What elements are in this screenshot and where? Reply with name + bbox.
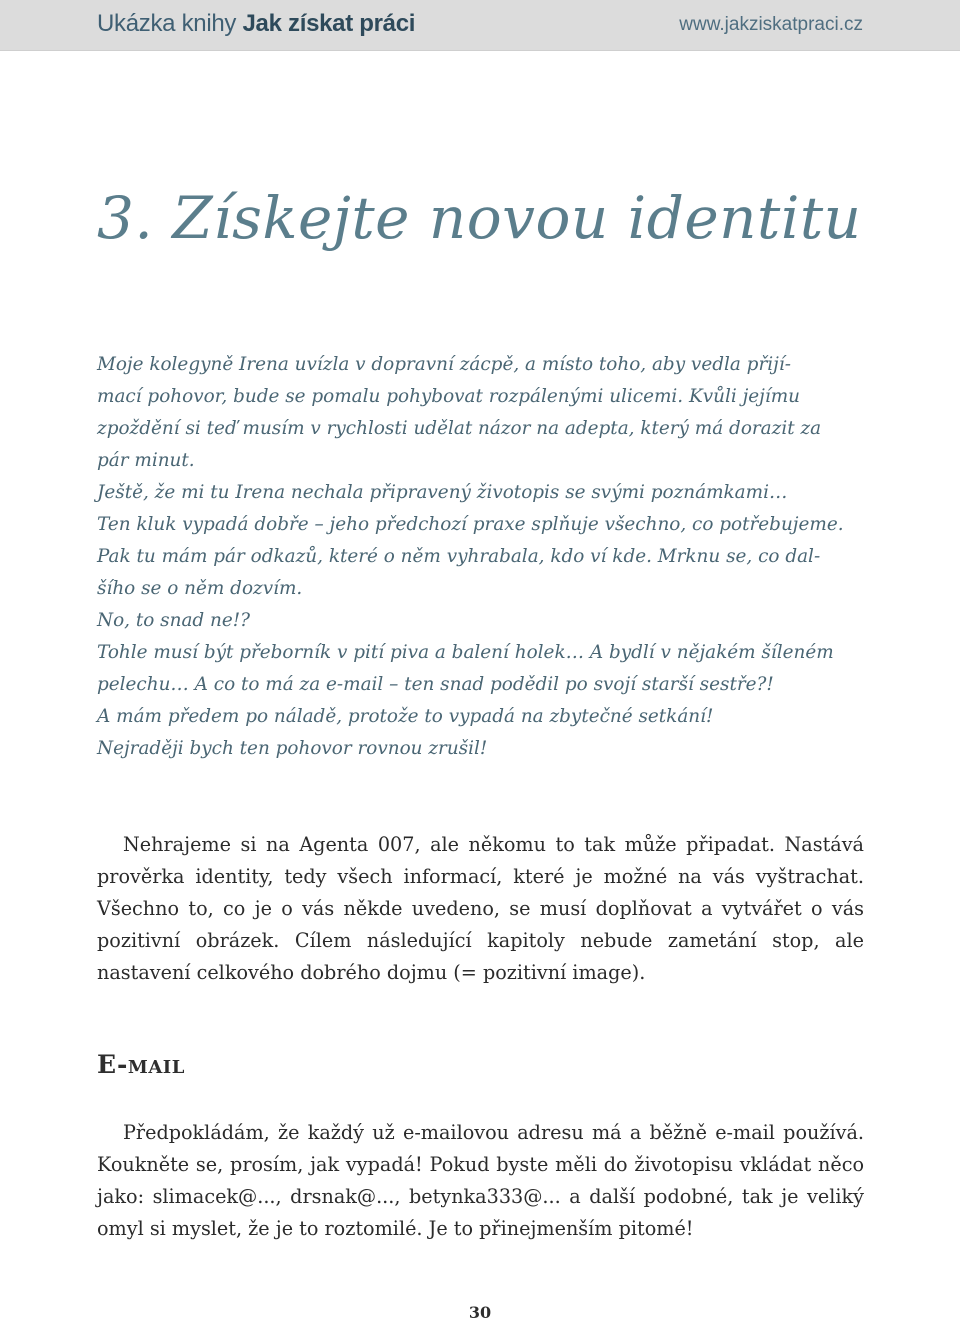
body-paragraph-intro [97, 829, 864, 989]
header-title [97, 10, 415, 38]
header-url[interactable]: www.jakziskatpraci.cz [679, 14, 863, 35]
intro-line: No, to snad ne!? [97, 610, 251, 631]
header-book-title: Jak získat práci [242, 10, 416, 37]
header-prefix: Ukázka knihy [97, 10, 237, 37]
intro-line: A mám předem po náladě, protože to vypadá na zbytečné setkání! [97, 706, 714, 727]
body-paragraph-text: Nehrajeme si na Agenta 007, ale někomu to tak může připadat. Nastává prověrka identity, tedy všech informací, které je možné na vás vyštrachat. Všechno to, co je o vás někde uvedeno, se musí doplňovat a vytvářet o vás pozitivní obrázek. Cílem následující kapitoly nebude zametání stop, ale nastavení celkového dobrého dojmu (= pozitivní image). [97, 833, 864, 984]
body-paragraph-email [97, 1117, 864, 1245]
intro-line: mací pohovor, bude se pomalu pohybovat rozpálenými ulicemi. Kvůli jejímu [97, 386, 801, 407]
intro-line: Ten kluk vypadá dobře – jeho předchozí praxe splňuje všechno, co potřebujeme. [97, 514, 844, 535]
page-header [0, 0, 960, 51]
intro-line: pár minut. [97, 450, 195, 471]
intro-line: šího se o něm dozvím. [97, 578, 303, 599]
intro-line: zpoždění si teď musím v rychlosti udělat názor na adepta, který má dorazit za [97, 418, 822, 439]
section-heading-email: E-mail [97, 1050, 185, 1079]
intro-line: Nejraději bych ten pohovor rovnou zrušil! [97, 738, 488, 759]
intro-line: pelechu… A co to má za e-mail – ten snad podědil po svojí starší sestře?! [97, 674, 774, 695]
intro-line: Ještě, že mi tu Irena nechala připravený životopis se svými poznámkami… [97, 482, 788, 503]
body-paragraph-text: Předpokládám, že každý už e-mailovou adresu má a běžně e-mail používá. Koukněte se, prosím, jak vypadá! Pokud byste měli do životopisu vkládat něco jako: slimacek@..., drsnak@..., betynka333@... a další podobné, tak je veliký omyl si myslet, že je to roztomilé. Je to přinejmenším pitomé! [97, 1121, 864, 1240]
page-number: 30 [468, 1303, 492, 1322]
chapter-title: 3. Získejte novou identitu [97, 184, 862, 252]
intro-line: Moje kolegyně Irena uvízla v dopravní zácpě, a místo toho, aby vedla přijí- [97, 354, 791, 375]
intro-line: Tohle musí být přeborník v pití piva a balení holek… A bydlí v nějakém šíleném [97, 642, 834, 663]
intro-line: Pak tu mám pár odkazů, které o něm vyhrabala, kdo ví kde. Mrknu se, co dal- [97, 546, 821, 567]
intro-story [97, 349, 864, 765]
